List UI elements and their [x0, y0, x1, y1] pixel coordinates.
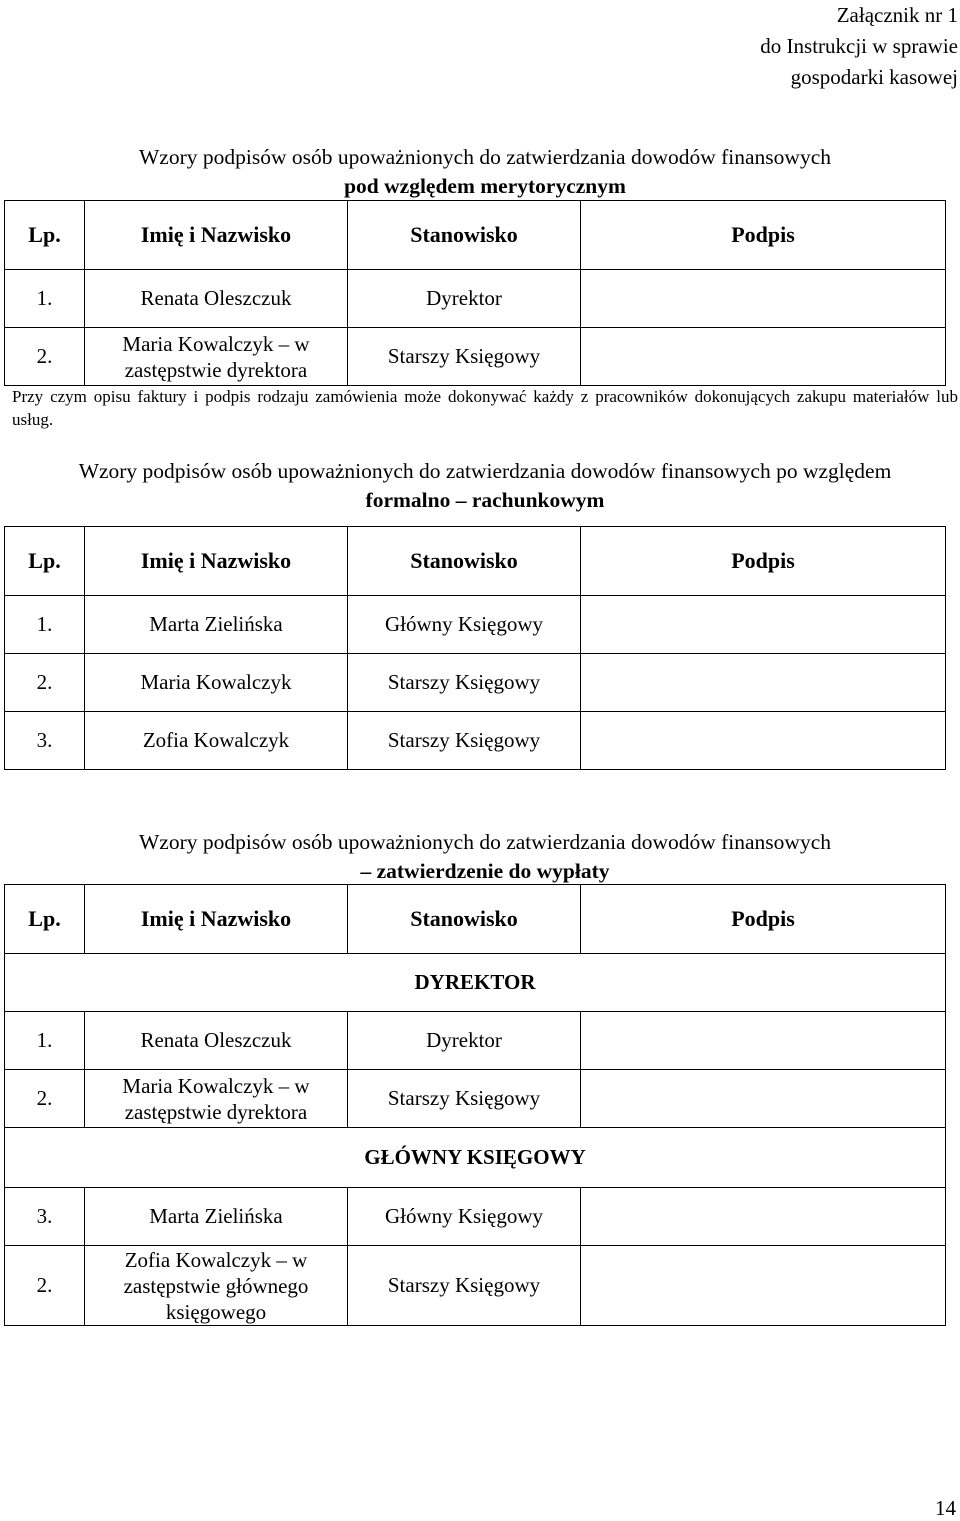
row-name-line1: Zofia Kowalczyk – w [124, 1247, 308, 1272]
header-position: Stanowisko [348, 885, 581, 954]
attachment-line-2: do Instrukcji w sprawie [760, 34, 958, 58]
table-row [5, 1012, 946, 1070]
header-name: Imię i Nazwisko [85, 201, 348, 270]
row-name: Zofia Kowalczyk [85, 712, 348, 770]
section3-title-line2: – zatwierdzenie do wypłaty [360, 859, 610, 883]
table-row [5, 596, 946, 654]
row-lp: 2. [5, 328, 85, 386]
section1-table [4, 200, 946, 386]
row-position: Główny Księgowy [348, 596, 581, 654]
row-name-line2: zastępstwie głównego [123, 1273, 309, 1298]
row-lp: 2. [5, 1246, 85, 1326]
table-row [5, 1188, 946, 1246]
row-position: Starszy Księgowy [348, 654, 581, 712]
row-name-line3: księgowego [165, 1299, 267, 1324]
header-signature: Podpis [581, 885, 946, 954]
signature-field[interactable] [581, 1188, 946, 1246]
table-row [5, 654, 946, 712]
row-lp: 3. [5, 712, 85, 770]
row-name [85, 1246, 348, 1326]
signature-field[interactable] [581, 328, 946, 386]
header-lp: Lp. [5, 527, 85, 596]
header-lp: Lp. [5, 201, 85, 270]
row-position: Starszy Księgowy [348, 1246, 581, 1326]
table-row [5, 270, 946, 328]
signature-field[interactable] [581, 1012, 946, 1070]
section2-table [4, 526, 946, 770]
row-name [85, 1070, 348, 1128]
row-name [85, 328, 348, 386]
page-number: 14 [935, 1496, 956, 1520]
header-signature: Podpis [581, 201, 946, 270]
attachment-header [760, 0, 958, 93]
row-name: Renata Oleszczuk [85, 270, 348, 328]
signature-field[interactable] [581, 712, 946, 770]
table-header-row [5, 201, 946, 270]
row-name-line1: Maria Kowalczyk – w [122, 1073, 310, 1098]
section2-heading [0, 457, 960, 515]
row-lp: 2. [5, 1070, 85, 1128]
header-position: Stanowisko [348, 201, 581, 270]
signature-field[interactable] [581, 1070, 946, 1128]
row-position: Starszy Księgowy [348, 328, 581, 386]
signature-field[interactable] [581, 596, 946, 654]
table-header-row [5, 527, 946, 596]
group-label-director: DYREKTOR [5, 954, 946, 1012]
row-lp: 1. [5, 270, 85, 328]
signature-field[interactable] [581, 1246, 946, 1326]
row-name-line2: zastępstwie dyrektora [124, 1099, 308, 1124]
header-position: Stanowisko [348, 527, 581, 596]
row-position: Dyrektor [348, 270, 581, 328]
table-row [5, 712, 946, 770]
row-name: Marta Zielińska [85, 596, 348, 654]
section2-title-line2: formalno – rachunkowym [365, 488, 605, 512]
group-label-row [5, 1128, 946, 1188]
section3-title-line1: Wzory podpisów osób upoważnionych do zatwierdzania dowodów finansowych [138, 830, 831, 854]
header-name: Imię i Nazwisko [85, 885, 348, 954]
row-name: Maria Kowalczyk [85, 654, 348, 712]
group-label-row [5, 954, 946, 1012]
signature-field[interactable] [581, 654, 946, 712]
table-header-row [5, 885, 946, 954]
row-name: Marta Zielińska [85, 1188, 348, 1246]
section1-heading [0, 143, 960, 201]
row-lp: 1. [5, 596, 85, 654]
section3-table [4, 884, 946, 1326]
header-lp: Lp. [5, 885, 85, 954]
row-name-line2: zastępstwie dyrektora [124, 357, 308, 382]
row-position: Starszy Księgowy [348, 712, 581, 770]
section1-title-line2: pod względem merytorycznym [344, 174, 626, 198]
note-paragraph: Przy czym opisu faktury i podpis rodzaju zamówienia może dokonywać każdy z pracowników dokonujących zakupu materiałów lub usług. [12, 387, 958, 429]
section2-title-line1: Wzory podpisów osób upoważnionych do zatwierdzania dowodów finansowych po względem [78, 459, 892, 483]
row-name-line1: Maria Kowalczyk – w [122, 331, 310, 356]
row-lp: 2. [5, 654, 85, 712]
header-name: Imię i Nazwisko [85, 527, 348, 596]
signature-field[interactable] [581, 270, 946, 328]
row-position: Dyrektor [348, 1012, 581, 1070]
table-row [5, 328, 946, 386]
attachment-line-3: gospodarki kasowej [790, 65, 958, 89]
attachment-line-1: Załącznik nr 1 [836, 3, 958, 27]
header-signature: Podpis [581, 527, 946, 596]
table-row [5, 1246, 946, 1326]
group-label-chief-accountant: GŁÓWNY KSIĘGOWY [5, 1128, 946, 1188]
row-position: Główny Księgowy [348, 1188, 581, 1246]
table-row [5, 1070, 946, 1128]
row-lp: 1. [5, 1012, 85, 1070]
row-name: Renata Oleszczuk [85, 1012, 348, 1070]
row-lp: 3. [5, 1188, 85, 1246]
section1-title-line1: Wzory podpisów osób upoważnionych do zatwierdzania dowodów finansowych [138, 145, 831, 169]
section3-heading [0, 828, 960, 886]
row-position: Starszy Księgowy [348, 1070, 581, 1128]
